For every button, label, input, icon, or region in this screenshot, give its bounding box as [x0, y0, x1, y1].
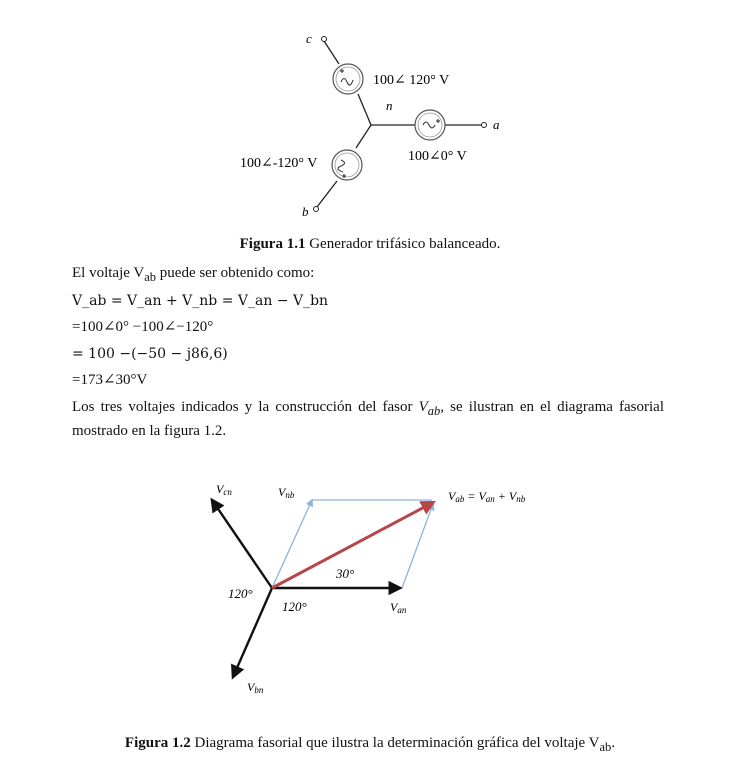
figure-1-1-caption [0, 236, 740, 253]
node-a-label: a [493, 117, 500, 132]
voltage-a-label: 100∠0° V [408, 149, 467, 164]
vbn-phasor [233, 588, 272, 677]
angle-120-bottom-label: 120° [282, 599, 307, 614]
intro-sentence: El voltaje $V_{ab}$ puede ser obtenido como: [72, 265, 315, 284]
angle-120-left-label: 120° [228, 586, 253, 601]
figure-1-2-caption-label: Figura 1.2 [124, 735, 191, 751]
vbn-label: Vbn [247, 680, 264, 695]
vcn-phasor [212, 500, 272, 588]
terminal-a [482, 123, 487, 128]
figure-1-2-phasor-diagram [0, 470, 740, 705]
node-n-label: n [386, 98, 393, 113]
vab-equation-label: Vab = Van + Vnb [448, 489, 526, 504]
equation-3: = 100 −(−50 − j86,6) [72, 346, 228, 362]
figure-1-2-caption: Figura 1.2 Diagrama fasorial que ilustra la determinación gráfica del voltaje $V_{ab}$. [124, 735, 616, 754]
node-c-label: c [306, 31, 312, 46]
figure-1-1-caption-label: Figura 1.1 [239, 236, 306, 252]
van-label: Van [390, 600, 407, 615]
wire-c-upper [324, 41, 339, 64]
paragraph-phasor: Los tres voltajes indicados y la construcción del fasor $V_{ab}$, se ilustran en el diagrama fasorial mostrado en la figura 1.2. [72, 399, 664, 439]
equation-1: V_ab = V_an + V_nb = V_an − V_bn [72, 293, 329, 309]
wire-b-lower [317, 181, 337, 207]
vnb-phasor [272, 500, 312, 588]
figure-1-1-caption-text: Generador trifásico balanceado. [305, 236, 501, 252]
vnb-label: Vnb [278, 485, 295, 500]
vcn-label: Vcn [216, 482, 232, 497]
figure-1-2-caption-text: Diagrama fasorial que ilustra la determinación gráfica del voltaje V [190, 735, 600, 751]
voltage-source-c [333, 64, 363, 94]
terminal-b [314, 207, 319, 212]
terminal-c [322, 37, 327, 42]
equation-4: =173∠30°V [72, 372, 148, 388]
node-b-label: b [302, 204, 309, 219]
wire-n-b-upper [356, 125, 371, 148]
figure-1-1-diagram [0, 0, 740, 235]
voltage-b-label: 100∠-120° V [240, 156, 318, 171]
angle-30-label: 30° [336, 566, 355, 581]
voltage-c-label: 100∠ 120° V [373, 73, 450, 88]
voltage-source-a [415, 110, 445, 140]
wire-n-c-lower [358, 94, 371, 125]
voltage-source-b [332, 150, 362, 180]
equation-2: =100∠0° −100∠−120° [72, 319, 214, 335]
